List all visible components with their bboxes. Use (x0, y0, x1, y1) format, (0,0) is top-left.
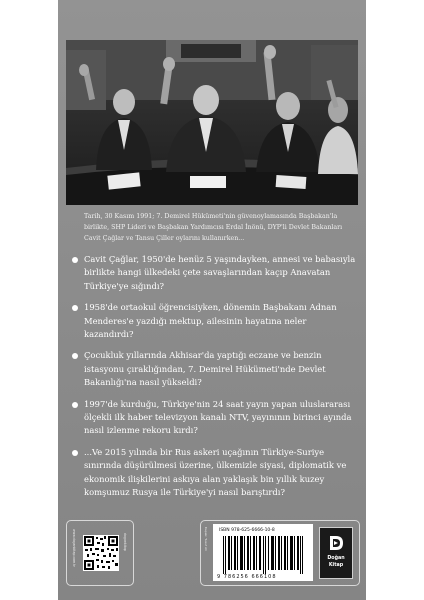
publisher-logo (319, 527, 353, 579)
isbn-digits: 9 786256 666108 (217, 574, 277, 580)
bullet-dot-icon (72, 305, 78, 311)
question-list (70, 253, 356, 508)
isbn-label: ISBN 978-625-6666-10-8 (219, 528, 275, 533)
book-back-cover (58, 0, 366, 600)
qr-code-panel (66, 520, 134, 586)
qr-side-text-left: www.dogankitap.com.tr (72, 529, 76, 567)
qr-code-icon[interactable] (83, 535, 119, 571)
publisher-mark-icon (328, 535, 344, 551)
barcode-side-text: Kapak: Yusuf Ali (204, 527, 208, 551)
bullet-dot-icon (72, 257, 78, 263)
list-item-text: Çocukluk yıllarında Akhisar'da yaptığı eczane ve benzin istasyonu çıraklığından, 7. Demirel Hükümeti'nde Devlet Bakanlığı'na nasıl yükseldi? (84, 350, 326, 388)
barcode-bars-icon (223, 536, 305, 574)
barcode-panel (200, 520, 360, 586)
list-item (70, 349, 356, 389)
list-item (70, 398, 356, 438)
publisher-name-line1: Doğan (327, 556, 345, 561)
parliament-photo-image (66, 40, 358, 205)
list-item-text: Cavit Çağlar, 1950'de henüz 5 yaşındayken, annesi ve babasıyla birlikte hangi ülkedeki çete savaşlarından kaçıp Anavatan Türkiye'ye sığındı? (84, 254, 356, 291)
bullet-dot-icon (72, 353, 78, 359)
photo-caption: Tarih, 30 Kasım 1991; 7. Demirel Hükümeti'nin güvenoylamasında Başbakan'la birlikte, SHP Lideri ve Başbakan Yardımcısı Erdal İnönü, DYP'li Devlet Bakanları Cavit Çağlar ve Tansu Çiller oylarını kullanırken... (84, 213, 343, 242)
list-item (70, 446, 356, 500)
list-item-text: ...Ve 2015 yılında bir Rus askeri uçağının Türkiye-Suriye sınırında düşürülmesi üzerine, ülkemizle siyasi, diplomatik ve ekonomik ilişkilerini askıya alan yaklaşık bin yıllık kuzey komşumuz Rusya ile Türkiye'yi nasıl barıştırdı? (84, 446, 347, 498)
isbn-barcode (213, 524, 313, 581)
list-item-text: 1997'de kurduğu, Türkiye'nin 24 saat yayın yapan uluslararası ölçekli ilk haber televizyon kanalı NTV, yayınının birinci ayında nasıl izlenme rekoru kırdı? (84, 398, 352, 436)
qr-side-text-right: dogankitap (123, 533, 127, 551)
cover-photo (66, 40, 358, 205)
list-item (70, 301, 356, 341)
list-item-text: 1958'de ortaokul öğrencisiyken, dönemin Başbakanı Adnan Menderes'e yazdığı mektup, ailesinin hayatına neler kazandırdı? (84, 302, 337, 340)
bullet-dot-icon (72, 450, 78, 456)
publisher-name-line2: Kitap (328, 563, 344, 568)
bullet-dot-icon (72, 402, 78, 408)
list-item (70, 253, 356, 293)
